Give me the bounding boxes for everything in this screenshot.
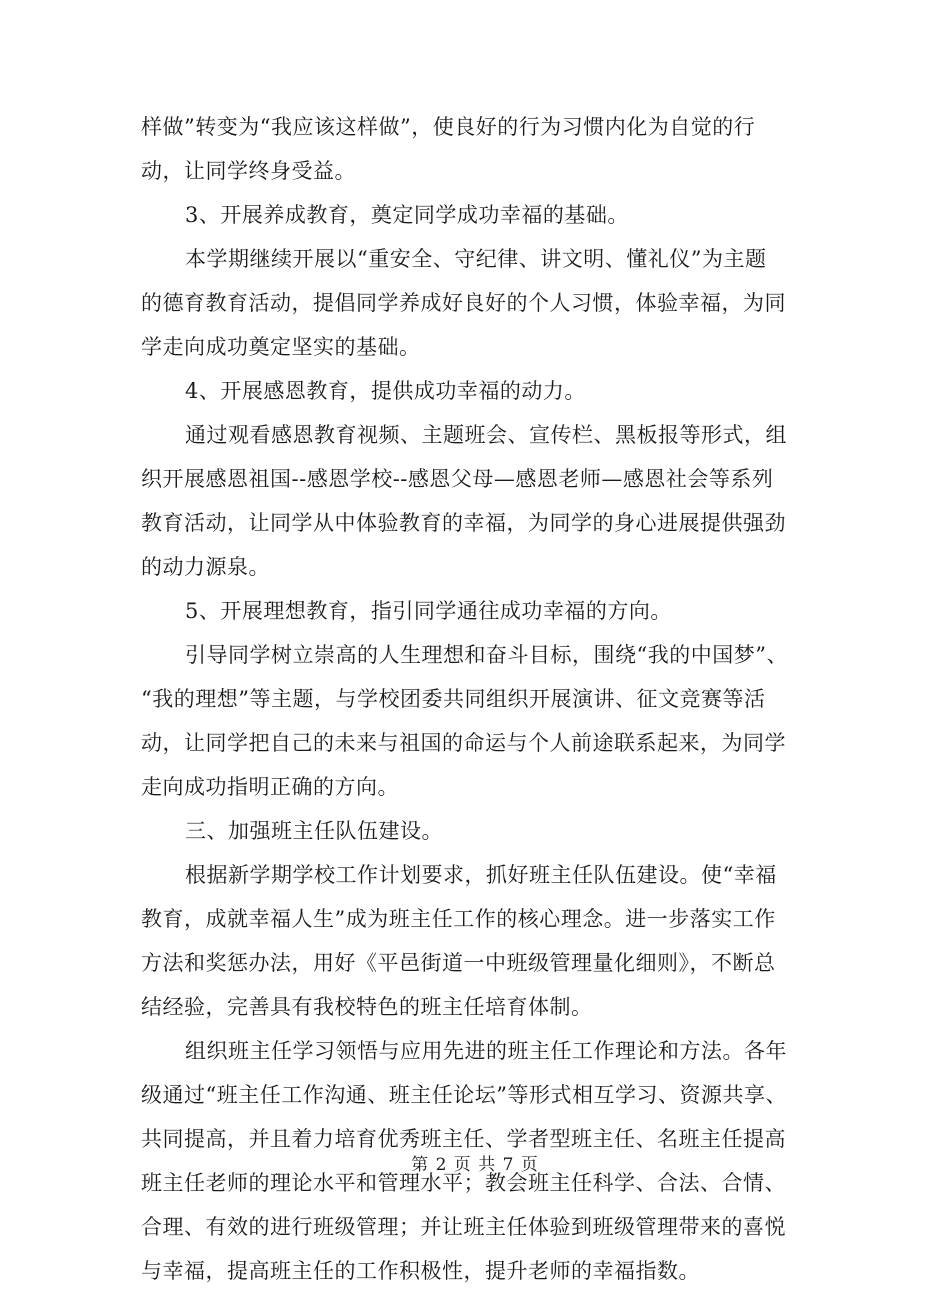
text-line: 5、开展理想教育，指引同学通往成功幸福的方向。 — [185, 599, 672, 623]
text-line: 3、开展养成教育，奠定同学成功幸福的基础。 — [185, 203, 629, 227]
text-line: 教育，成就幸福人生”成为班主任工作的核心理念。进一步落实工作 — [141, 907, 776, 931]
text-line: 4、开展感恩教育，提供成功幸福的动力。 — [185, 379, 586, 403]
text-line: 结经验，完善具有我校特色的班主任培育体制。 — [141, 995, 593, 1019]
text-line: 的动力源泉。 — [141, 555, 270, 579]
text-line: 根据新学期学校工作计划要求，抓好班主任队伍建设。使“幸福 — [185, 863, 777, 887]
text-line: 组织班主任学习领悟与应用先进的班主任工作理论和方法。各年 — [185, 1039, 787, 1063]
text-line: 本学期继续开展以“重安全、守纪律、讲文明、懂礼仪”为主题 — [185, 247, 767, 271]
text-line: “我的理想”等主题，与学校团委共同组织开展演讲、征文竞赛等活 — [141, 687, 766, 711]
text-line: 样做”转变为“我应该这样做”，使良好的行为习惯内化为自觉的行 — [141, 115, 756, 139]
text-line: 动，让同学把自己的未来与祖国的命运与个人前途联系起来，为同学 — [141, 731, 786, 755]
text-line: 级通过“班主任工作沟通、班主任论坛”等形式相互学习、资源共享、 — [141, 1083, 787, 1107]
text-line: 共同提高，并且着力培育优秀班主任、学者型班主任、名班主任提高 — [141, 1127, 786, 1151]
text-line: 的德育教育活动，提倡同学养成好良好的个人习惯，体验幸福，为同 — [141, 291, 786, 315]
text-line: 与幸福，提高班主任的工作积极性，提升老师的幸福指数。 — [141, 1259, 700, 1283]
text-line: 学走向成功奠定坚实的基础。 — [141, 335, 421, 359]
text-line: 班主任老师的理论水平和管理水平；教会班主任科学、合法、合情、 — [141, 1171, 786, 1195]
text-line: 通过观看感恩教育视频、主题班会、宣传栏、黑板报等形式，组 — [185, 423, 787, 447]
text-line: 合理、有效的进行班级管理；并让班主任体验到班级管理带来的喜悦 — [141, 1215, 786, 1239]
text-line: 织开展感恩祖国--感恩学校--感恩父母—感恩老师—感恩社会等系列 — [141, 467, 774, 491]
text-line: 三、加强班主任队伍建设。 — [185, 819, 443, 843]
document-body — [141, 105, 813, 1293]
text-line: 教育活动，让同学从中体验教育的幸福，为同学的身心进展提供强劲 — [141, 511, 786, 535]
text-line: 走向成功指明正确的方向。 — [141, 775, 399, 799]
text-line: 动，让同学终身受益。 — [141, 159, 356, 183]
page-number-footer: 第 2 页 共 7 页 — [411, 1155, 539, 1175]
text-line: 引导同学树立崇高的人生理想和奋斗目标，围绕“我的中国梦”、 — [185, 643, 788, 667]
text-line: 方法和奖惩办法，用好《平邑街道一中班级管理量化细则》，不断总 — [141, 951, 776, 975]
